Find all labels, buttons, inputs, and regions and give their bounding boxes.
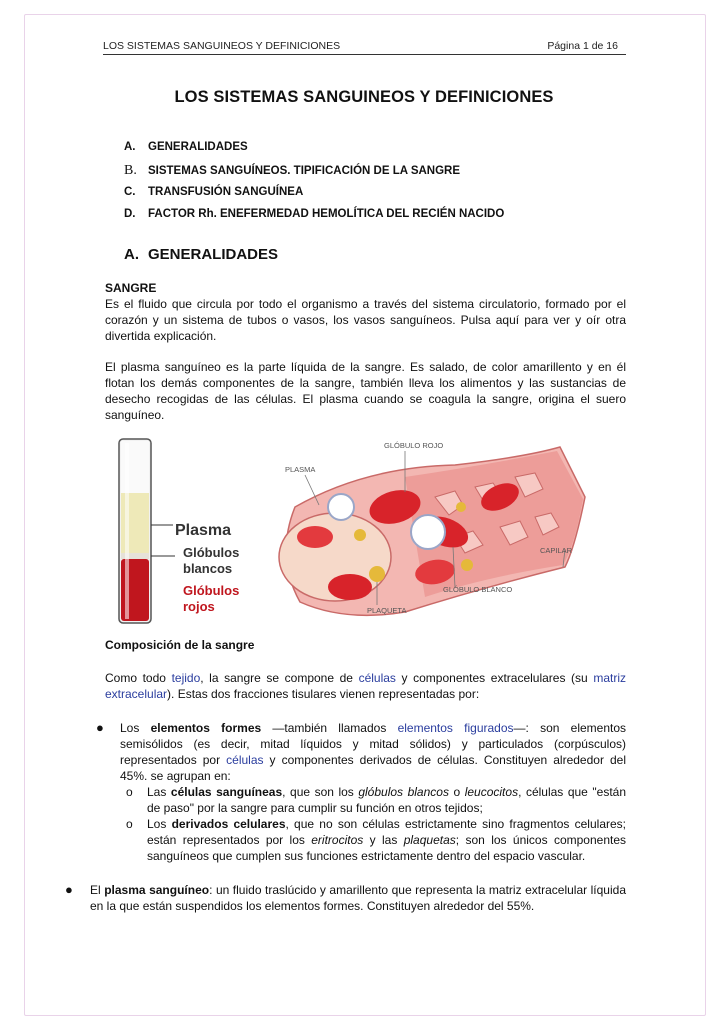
label-globulo-blanco: GLÓBULO BLANCO (443, 585, 513, 594)
composition-list (90, 720, 626, 864)
tube-label-globulos-blancos-1: Glóbulos (183, 545, 240, 560)
link-matriz-extracelular[interactable]: matriz extracelular (105, 671, 626, 701)
toc-item-c[interactable]: C. TRANSFUSIÓN SANGUÍNEA (124, 186, 304, 198)
sub-item-celulas-sanguineas: o Las células sanguíneas, que son los glóbulos blancos o leucocitos, células que "están de paso" por la sangre para cumplir su función en otros tejidos; (126, 785, 627, 815)
tube-label-globulos-rojos-2: rojos (183, 599, 215, 614)
circle-bullet-icon: o (126, 817, 133, 831)
tube-label-plasma: Plasma (175, 522, 232, 539)
sangre-heading: SANGRE (105, 281, 157, 295)
sub-item-derivados-celulares: o Los derivados celulares, que no son células estrictamente sino fragmentos celulares; están representados por los eritrocitos y las plaquetas; son los únicos componentes sanguíneos que cumplen sus funciones estrictamente dentro del espacio vascular. (126, 817, 627, 863)
plasma-paragraph: El plasma sanguíneo es la parte líquida de la sangre. Es salado, de color amarillento y en él flotan los demás componentes de la sangre, también lleva los alimentos y las sustancias de desecho recogidas de las células. El plasma cuando se coagula la sangre, origina el suero sanguíneo. (105, 360, 626, 422)
header-divider (103, 54, 626, 55)
page-header (103, 36, 626, 56)
tube-label-globulos-blancos-2: blancos (183, 561, 233, 576)
list-item-elementos-formes: ● Los elementos formes —también llamados elementos figurados—: son elementos semisólidos (es decir, mitad líquidos y mitad sólidos) y particulados (corpúsculos) representados por células y componentes derivados de células. Constituyen alrededor del 45%. se agrupan en: o Las células sanguíneas, que son los glóbulos blancos o leucocitos, células que "están de paso" por la sangre para cumplir su función en otros tejidos; o Los derivados celulares, que no son células estrictamente sino fragmentos celulares; están representados por los eritrocitos y las plaquetas; son los únicos componentes sanguíneos que cumplen sus funciones estrictamente dentro del espacio vascular. (96, 720, 627, 863)
link-tejido[interactable]: tejido (171, 671, 201, 685)
sangre-block (105, 280, 626, 344)
label-globulo-rojo: GLÓBULO ROJO (384, 441, 444, 450)
link-celulas[interactable]: células (358, 671, 396, 685)
composicion-paragraph: Como todo tejido, la sangre se compone de células y componentes extracelulares (su matriz extracelular). Estas dos fracciones tisulares vienen representadas por: (105, 671, 626, 701)
section-heading: A. GENERALIDADES (124, 246, 279, 263)
blood-illustration (105, 437, 620, 627)
label-plaqueta: PLAQUETA (367, 606, 407, 615)
blood-vessel-image (279, 447, 585, 615)
toc-item-b[interactable]: B. SISTEMAS SANGUÍNEOS. TIPIFICACIÓN DE LA SANGRE (124, 163, 461, 178)
bullet-icon: ● (65, 882, 73, 897)
link-elementos-figurados[interactable]: elementos figurados (397, 721, 514, 735)
list-item-plasma-sanguineo: ● El plasma sanguíneo: un fluido traslúcido y amarillento que representa la matriz extracelular líquida en la que están suspendidos los elementos formes. Constituyen alrededor del 55%. (65, 882, 626, 913)
tube-label-globulos-rojos-1: Glóbulos (183, 583, 240, 598)
page-number: Página 1 de 16 (547, 40, 618, 52)
sangre-text: Es el fluido que circula por todo el organismo a través del sistema circulatorio, formado por el corazón y un sistema de tubos o vasos, los vasos sanguíneos. Pulsa aquí para ver y oír otra divertida explicación. (105, 297, 626, 343)
header-title: LOS SISTEMAS SANGUINEOS Y DEFINICIONES (103, 40, 341, 52)
document-title: LOS SISTEMAS SANGUINEOS Y DEFINICIONES (174, 88, 554, 106)
label-capilar: CAPILAR (540, 546, 573, 555)
label-plasma: PLASMA (285, 465, 316, 474)
toc-item-a[interactable]: A. GENERALIDADES (124, 141, 248, 153)
toc-item-d[interactable]: D. FACTOR Rh. ENEFERMEDAD HEMOLÍTICA DEL RECIÉN NACIDO (124, 208, 505, 220)
bullet-icon: ● (96, 720, 104, 735)
circle-bullet-icon: o (126, 785, 133, 799)
link-celulas-2[interactable]: células (226, 753, 264, 767)
test-tube-image (119, 439, 151, 623)
composicion-heading: Composición de la sangre (105, 638, 255, 652)
